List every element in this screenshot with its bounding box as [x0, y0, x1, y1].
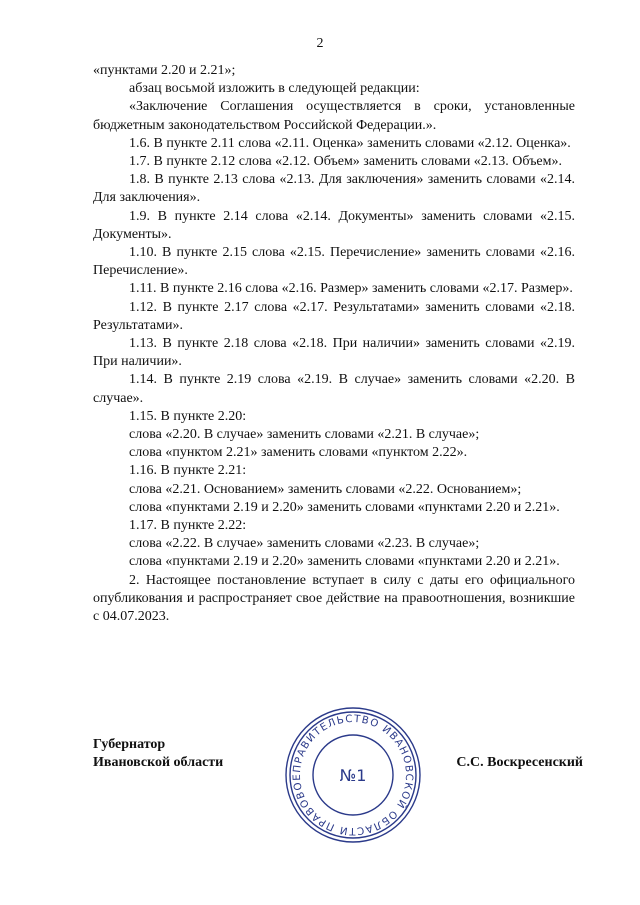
paragraph: слова «пунктами 2.19 и 2.20» заменить словами «пунктами 2.20 и 2.21». — [129, 554, 560, 570]
seal-ring-text: ПРАВИТЕЛЬСТВО ИВАНОВСКОЙ ОБЛАСТИ ПРАВОВОЕ — [291, 713, 415, 837]
paragraph: 1.12. В пункте 2.17 слова «2.17. Результатами» заменить словами «2.18. Результатами». — [93, 299, 575, 333]
seal-graphic — [282, 704, 424, 846]
paragraph: 1.15. В пункте 2.20: — [129, 408, 247, 424]
paragraph: 1.16. В пункте 2.21: — [129, 463, 247, 479]
paragraph: 1.17. В пункте 2.22: — [129, 518, 247, 534]
paragraph: 1.7. В пункте 2.12 слова «2.12. Объем» заменить словами «2.13. Объем». — [129, 154, 563, 170]
paragraph: 2. Настоящее постановление вступает в силу с даты его официального опубликования и распространяет свое действие на правоотношения, возникшие с 04.07.2023. — [93, 572, 575, 625]
paragraph: абзац восьмой изложить в следующей редакции: — [129, 81, 420, 97]
signatory-title — [93, 736, 223, 772]
paragraph: 1.8. В пункте 2.13 слова «2.13. Для заключения» заменить словами «2.14. Для заключения». — [93, 172, 575, 206]
paragraph: «пунктами 2.20 и 2.21»; — [93, 63, 236, 78]
document-body — [93, 62, 575, 626]
signatory-title-line: Губернатор — [93, 737, 166, 752]
paragraph: слова «2.22. В случае» заменить словами «2.23. В случае»; — [129, 536, 480, 552]
paragraph: 1.10. В пункте 2.15 слова «2.15. Перечисление» заменить словами «2.16. Перечисление». — [93, 245, 575, 279]
seal-number: №1 — [339, 766, 367, 785]
paragraph: слова «пунктами 2.19 и 2.20» заменить словами «пунктами 2.20 и 2.21». — [129, 499, 560, 515]
paragraph: 1.14. В пункте 2.19 слова «2.19. В случае» заменить словами «2.20. В случае». — [93, 372, 575, 406]
paragraph: 1.13. В пункте 2.18 слова «2.18. При наличии» заменить словами «2.19. При наличии». — [93, 336, 575, 370]
paragraph: слова «2.21. Основанием» заменить словами «2.22. Основанием»; — [129, 481, 522, 497]
paragraph: «Заключение Соглашения осуществляется в сроки, установленные бюджетным законодательством Российской Федерации.». — [93, 99, 575, 133]
signatory-name: С.С. Воскресенский — [456, 755, 583, 770]
official-seal — [282, 704, 424, 846]
paragraph: 1.6. В пункте 2.11 слова «2.11. Оценка» заменить словами «2.12. Оценка». — [129, 135, 571, 151]
paragraph: 1.9. В пункте 2.14 слова «2.14. Документы» заменить словами «2.15. Документы». — [93, 208, 575, 242]
signatory-title-line: Ивановской области — [93, 755, 224, 770]
paragraph: слова «пунктом 2.21» заменить словами «пунктом 2.22». — [129, 445, 468, 461]
page-number: 2 — [316, 36, 324, 51]
paragraph: слова «2.20. В случае» заменить словами «2.21. В случае»; — [129, 427, 480, 443]
paragraph: 1.11. В пункте 2.16 слова «2.16. Размер» заменить словами «2.17. Размер». — [129, 281, 573, 297]
